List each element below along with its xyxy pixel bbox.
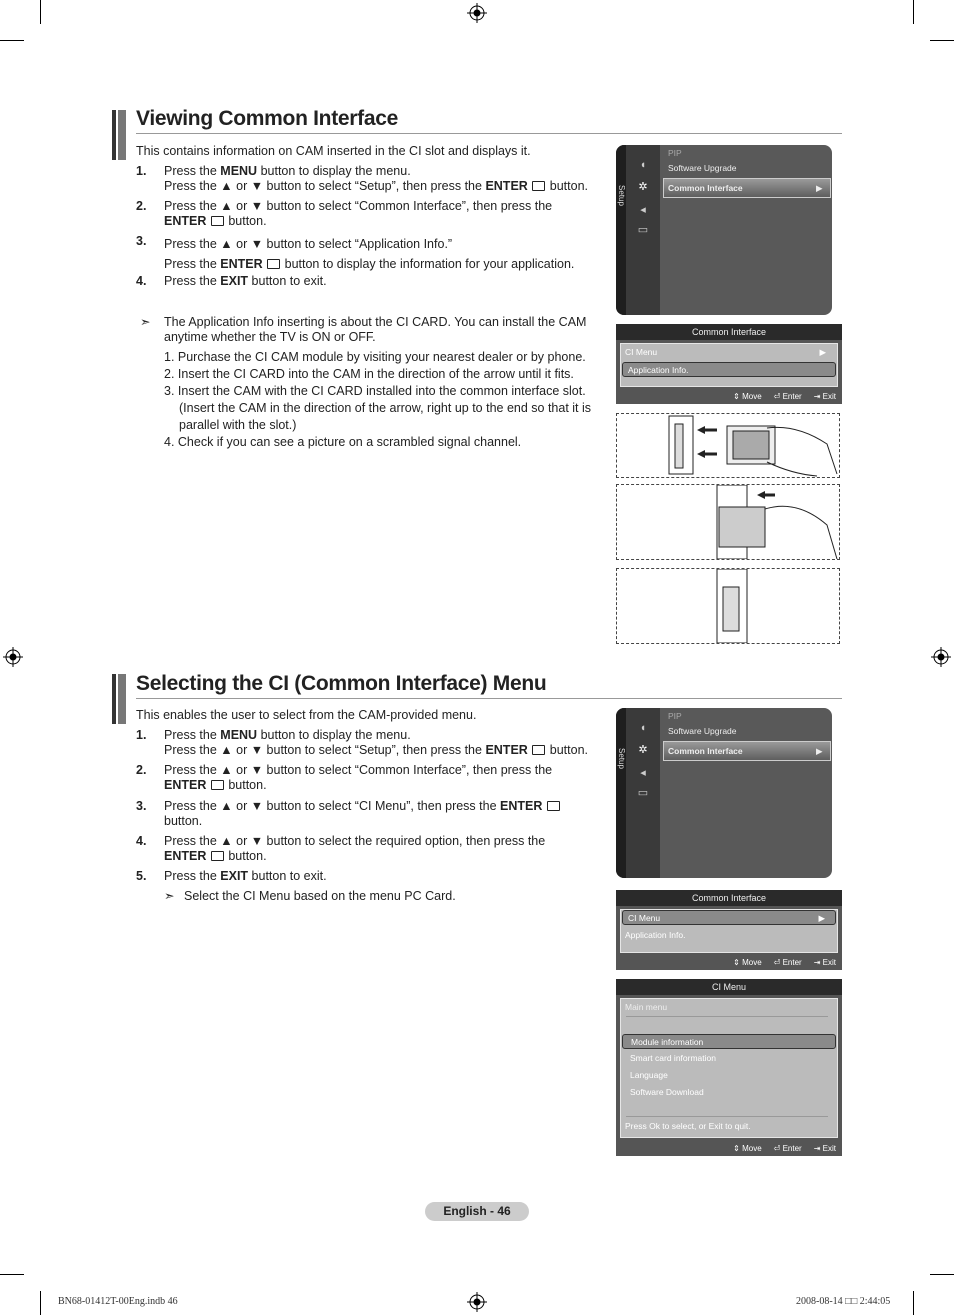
crop-mark — [930, 40, 954, 41]
step-text: Press the MENU button to display the menu. Press the ▲ or ▼ button to select “Setup”, then press the ENTER button. — [164, 164, 588, 193]
page-number-label: English - 46 — [425, 1202, 529, 1221]
step-text: Press the EXIT button to exit. — [164, 274, 327, 288]
panel-footer — [721, 392, 836, 401]
step-text: Press the ▲ or ▼ button to select “Common Interface”, then press the ENTER button. — [164, 763, 553, 792]
arrow-right-icon: ▶ — [818, 913, 825, 923]
panel-title: Common Interface — [616, 890, 842, 906]
setup-gear-icon: ✲ — [638, 744, 648, 756]
instruction-list — [164, 349, 591, 451]
cam-insertion-diagram — [616, 484, 840, 560]
registration-mark-icon — [931, 647, 951, 667]
exit-key-icon: ⇥ Exit — [813, 958, 836, 967]
common-interface-panel — [616, 890, 842, 970]
main-menu-label: Main menu — [625, 1002, 668, 1012]
smart-card-information-item[interactable]: Smart card information — [630, 1053, 716, 1063]
crop-mark — [913, 1291, 914, 1315]
crop-mark — [40, 1291, 41, 1315]
exit-key-icon: ⇥ Exit — [813, 392, 836, 401]
list-item: parallel with the slot.) — [179, 418, 297, 432]
menu-item-common-interface[interactable]: Common Interface — [668, 183, 743, 193]
menu-item-pip[interactable]: PIP — [668, 711, 682, 721]
arrow-right-icon: ▶ — [816, 746, 823, 756]
registration-mark-icon — [467, 1292, 487, 1312]
step-number: 5. — [136, 869, 147, 883]
footer-file-info: BN68-01412T-00Eng.indb 46 — [58, 1296, 178, 1307]
enter-icon — [532, 745, 545, 755]
enter-icon — [532, 181, 545, 191]
crop-mark — [0, 1274, 24, 1275]
step-number: 4. — [136, 834, 147, 848]
list-item: 1. Purchase the CI CAM module by visiting your nearest dealer or by phone. — [164, 350, 586, 364]
enter-key-icon: ⏎ Enter — [773, 392, 802, 401]
menu-item-software-upgrade[interactable]: Software Upgrade — [668, 163, 737, 173]
panel-title: Common Interface — [616, 324, 842, 340]
step-number: 3. — [136, 234, 147, 248]
section-divider — [136, 698, 842, 699]
language-item[interactable]: Language — [630, 1070, 668, 1080]
enter-icon — [211, 851, 224, 861]
enter-key-icon: ⏎ Enter — [773, 958, 802, 967]
note-text: Select the CI Menu based on the menu PC Card. — [184, 889, 456, 903]
list-item: 3. Insert the CAM with the CI CARD installed into the common interface slot. — [164, 384, 586, 398]
insert-card-illustration — [617, 414, 839, 477]
list-item: 4. Check if you can see a picture on a scrambled signal channel. — [164, 435, 522, 449]
section-intro: This contains information on CAM inserted in the CI slot and displays it. — [136, 144, 531, 158]
application-info-row[interactable]: Application Info. — [622, 362, 836, 377]
move-icon: ⇕ Move — [733, 1144, 762, 1153]
panel-footer — [721, 1144, 836, 1153]
ci-menu-hint: Press Ok to select, or Exit to quit. — [625, 1121, 751, 1131]
step-number: 2. — [136, 199, 147, 213]
enter-icon — [267, 259, 280, 269]
move-icon: ⇕ Move — [733, 392, 762, 401]
ci-menu-row[interactable]: CI Menu ▶ — [625, 347, 826, 357]
module-information-item[interactable]: Module information — [622, 1034, 836, 1049]
step-number: 2. — [136, 763, 147, 777]
step-text: Press the ▲ or ▼ button to select “CI Menu”, then press the ENTER button. — [164, 799, 614, 829]
menu-sidebar — [616, 708, 626, 878]
section-marker — [118, 674, 126, 724]
registration-mark-icon — [3, 647, 23, 667]
cam-inserted-diagram — [616, 568, 840, 644]
section-title: Viewing Common Interface — [136, 107, 398, 130]
step-text: Press the ▲ or ▼ button to select “Common Interface”, then press the ENTER button. — [164, 199, 553, 228]
crop-mark — [930, 1274, 954, 1275]
setup-label: Setup — [617, 185, 626, 206]
application-info-row[interactable]: Application Info. — [625, 930, 686, 940]
menu-item-software-upgrade[interactable]: Software Upgrade — [668, 726, 737, 736]
menu-item-common-interface[interactable]: Common Interface — [668, 746, 743, 756]
crop-mark — [913, 0, 914, 24]
step-number: 3. — [136, 799, 147, 813]
section-intro: This enables the user to select from the CAM-provided menu. — [136, 708, 477, 722]
section-divider — [136, 133, 842, 134]
panel-footer — [721, 958, 836, 967]
step-text: Press the EXIT button to exit. — [164, 869, 327, 883]
enter-icon — [211, 216, 224, 226]
software-download-item[interactable]: Software Download — [630, 1087, 704, 1097]
crop-mark — [40, 0, 41, 24]
setup-gear-icon: ✲ — [638, 181, 648, 193]
arrow-right-icon: ▶ — [819, 347, 826, 357]
support-icon: ▭ — [637, 224, 649, 236]
input-icon: ◂ — [640, 767, 646, 779]
picture-icon: ◖ — [639, 722, 647, 734]
cam-installed-illustration — [617, 569, 839, 643]
menu-sidebar — [616, 145, 626, 315]
list-item: 2. Insert the CI CARD into the CAM in the direction of the arrow until it fits. — [164, 367, 574, 381]
ci-menu-panel — [616, 979, 842, 1156]
card-insertion-diagram — [616, 413, 840, 478]
move-icon: ⇕ Move — [733, 958, 762, 967]
tv-setup-menu — [616, 145, 832, 315]
enter-icon — [547, 801, 560, 811]
section-marker — [112, 110, 116, 160]
panel-title: CI Menu — [616, 979, 842, 995]
arrow-right-icon: ▶ — [816, 183, 823, 193]
footer-timestamp: 2008-08-14 □□ 2:44:05 — [796, 1296, 891, 1307]
step-text: Press the ▲ or ▼ button to select “Application Info.” Press the ENTER button to display the information for your application. — [164, 237, 575, 271]
note-marker: ➣ — [164, 889, 175, 903]
support-icon: ▭ — [637, 787, 649, 799]
setup-label: Setup — [617, 748, 626, 769]
divider — [626, 1116, 828, 1117]
divider — [626, 1016, 828, 1017]
section-marker — [112, 674, 116, 724]
menu-item-pip[interactable]: PIP — [668, 148, 682, 158]
crop-mark — [0, 40, 24, 41]
tv-setup-menu — [616, 708, 832, 878]
common-interface-panel — [616, 324, 842, 404]
section-marker — [118, 110, 126, 160]
list-item: (Insert the CAM in the direction of the arrow, right up to the end so that it is — [179, 401, 592, 415]
enter-key-icon: ⏎ Enter — [773, 1144, 802, 1153]
step-text: Press the ▲ or ▼ button to select the required option, then press the ENTER button. — [164, 834, 546, 863]
step-number: 1. — [136, 728, 147, 742]
registration-mark-icon — [467, 3, 487, 23]
step-number: 4. — [136, 274, 147, 288]
note-marker: ➣ — [140, 315, 151, 329]
step-text: Press the MENU button to display the menu. Press the ▲ or ▼ button to select “Setup”, then press the ENTER button. — [164, 728, 588, 757]
picture-icon: ◖ — [639, 159, 647, 171]
insert-cam-illustration — [617, 485, 839, 559]
section-title: Selecting the CI (Common Interface) Menu — [136, 672, 547, 695]
enter-icon — [211, 780, 224, 790]
note-text: The Application Info inserting is about the CI CARD. You can install the CAM anytime whether the TV is ON or OFF. — [164, 315, 587, 344]
step-number: 1. — [136, 164, 147, 178]
input-icon: ◂ — [640, 204, 646, 216]
ci-menu-row[interactable]: CI Menu ▶ — [622, 910, 836, 925]
exit-key-icon: ⇥ Exit — [813, 1144, 836, 1153]
